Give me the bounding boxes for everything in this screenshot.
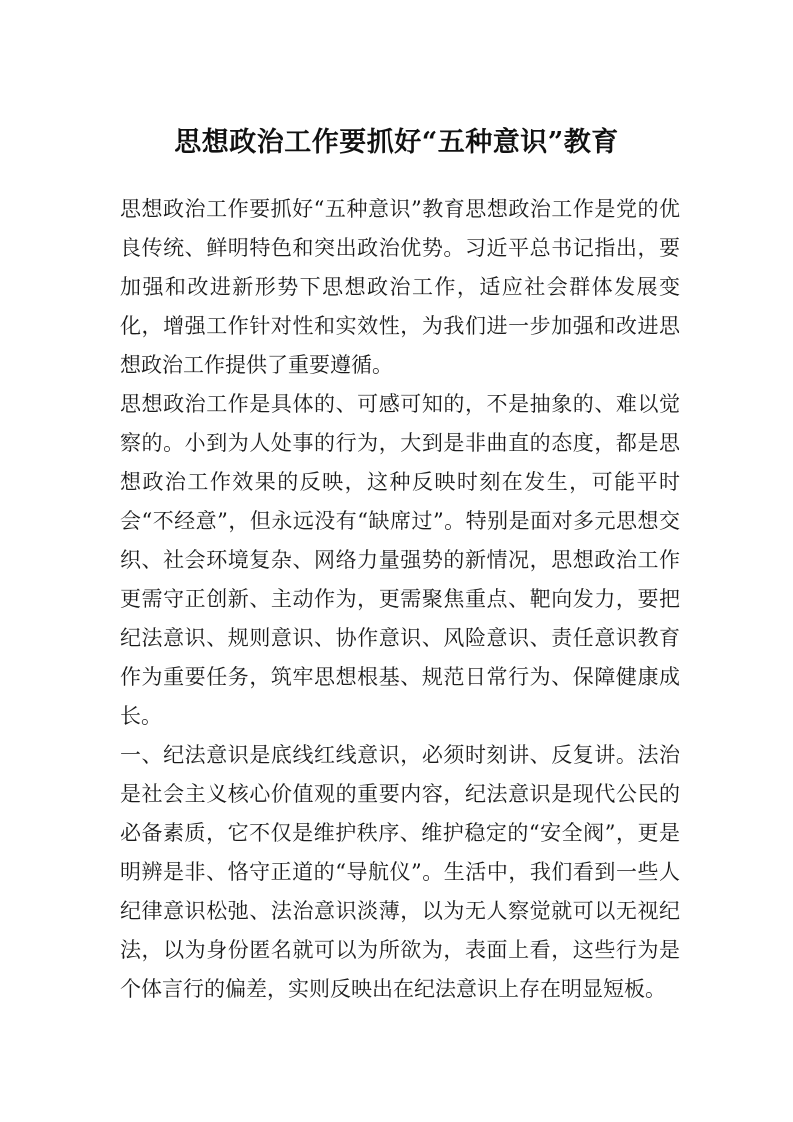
paragraph-intro: 思想政治工作要抓好“五种意识”教育思想政治工作是党的优良传统、鲜明特色和突出政治优势。习近平总书记指出，要加强和改进新形势下思想政治工作，适应社会群体发展变化，增强工作针对性和实效性，为我们进一步加强和改进思想政治工作提供了重要遵循。 — [120, 197, 680, 377]
document-body — [120, 190, 680, 1009]
document-title: 思想政治工作要抓好“五种意识”教育 — [174, 127, 619, 158]
paragraph-overview: 思想政治工作是具体的、可感可知的，不是抽象的、难以觉察的。小到为人处事的行为，大到是非曲直的态度，都是思想政治工作效果的反映，这种反映时刻在发生，可能平时会“不经意”，但永远没有“缺席过”。特别是面对多元思想交织、社会环境复杂、网络力量强势的新情况，思想政治工作更需守正创新、主动作为，更需聚焦重点、靶向发力，要把纪法意识、规则意识、协作意识、风险意识、责任意识教育作为重要任务，筑牢思想根基、规范日常行为、保障健康成长。 — [120, 392, 680, 728]
paragraph-section-one: 一、纪法意识是底线红线意识，必须时刻讲、反复讲。法治是社会主义核心价值观的重要内容，纪法意识是现代公民的必备素质，它不仅是维护秩序、维护稳定的“安全阀”，更是明辨是非、恪守正道的“导航仪”。生活中，我们看到一些人纪律意识松弛、法治意识淡薄，以为无人察觉就可以无视纪法，以为身份匿名就可以为所欲为，表面上看，这些行为是个体言行的偏差，实则反映出在纪法意识上存在明显短板。 — [120, 743, 680, 1001]
